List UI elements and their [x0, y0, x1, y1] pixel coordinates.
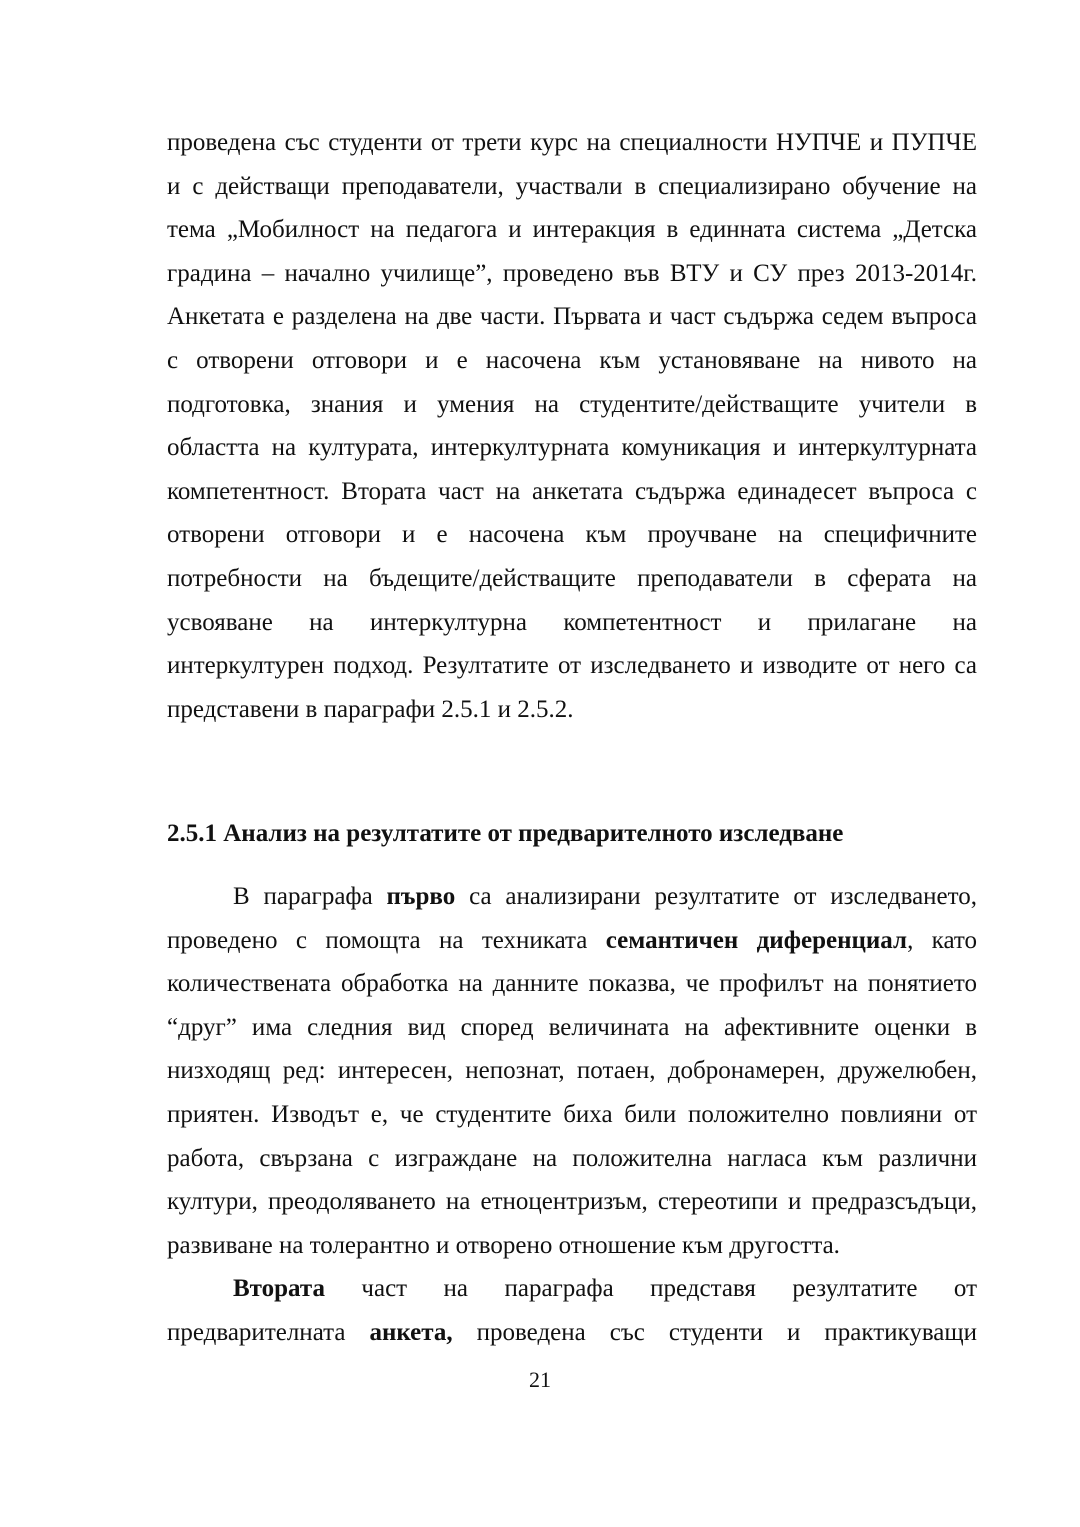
paragraph-2: [167, 875, 977, 1267]
paragraph-1-line-5: Анкетата е разделена на две части. Първата и част съдържа седем въпроса: [167, 303, 977, 331]
paragraph-2-line-7: работа, свързана с изграждане на положителна нагласа към различни: [167, 1144, 977, 1172]
paragraph-2-line-4: “друг” има следния вид според величината на афективните оценки в: [167, 1013, 977, 1041]
paragraph-1-line-7: подготовка, знания и умения на студентите/действащите учители в: [167, 390, 977, 418]
text-segment: са анализирани резултатите от изследването,: [455, 883, 977, 910]
text-segment: , като: [907, 926, 977, 954]
bold-term: семантичен диференциал: [605, 926, 908, 954]
paragraph-1-line-6: с отворени отговори и е насочена към установяване на нивото на: [167, 346, 977, 374]
paragraph-2-line-5: низходящ ред: интересен, непознат, потаен, добронамерен, дружелюбен,: [167, 1057, 977, 1085]
text-segment: част на параграфа представя резултатите от: [324, 1275, 977, 1302]
section-heading: [167, 812, 977, 856]
section-heading-text: 2.5.1 Анализ на резултатите от предварителното изследване: [167, 820, 844, 847]
text-segment: В параграфа: [233, 883, 387, 910]
text-segment: проведено с помощта на техниката: [167, 926, 606, 954]
paragraph-3: [167, 1267, 977, 1354]
paragraph-1-line-9: компетентност. Втората част на анкетата съдържа единадесет въпроса с: [167, 477, 977, 505]
bold-term: първо: [386, 883, 456, 910]
bold-term: Втората: [233, 1275, 325, 1302]
paragraph-1-line-11: потребности на бъдещите/действащите преподаватели в сферата на: [167, 564, 977, 592]
paragraph-3-line-1: [167, 1267, 977, 1311]
paragraph-1-line-2: и с действащи преподаватели, участвали в специализирано обучение на: [167, 172, 977, 200]
paragraph-2-line-6: приятен. Изводът е, че студентите биха били положително повлияни от: [167, 1100, 977, 1128]
paragraph-1-line-1: проведена със студенти от трети курс на специалности НУПЧЕ и ПУПЧЕ: [167, 129, 977, 156]
paragraph-1-line-4: градина – начално училище”, проведено във ВТУ и СУ през 2013-2014г.: [167, 259, 977, 287]
paragraph-1: [167, 121, 977, 731]
paragraph-1-line-12: усвояване на интеркултурна компетентност и прилагане на: [167, 608, 977, 636]
paragraph-2-line-3: количествената обработка на данните показва, че профилът на понятието: [167, 970, 977, 998]
page-number: 21: [529, 1367, 551, 1392]
paragraph-1-line-14: представени в параграфи 2.5.1 и 2.5.2.: [167, 695, 574, 723]
paragraph-1-line-3: тема „Мобилност на педагога и интеракция в единната система „Детска: [167, 216, 977, 244]
paragraph-2-line-8: култури, преодоляването на етноцентризъм, стереотипи и предразсъдъци,: [167, 1188, 977, 1216]
paragraph-2-line-1: [167, 875, 977, 919]
bold-term: анкета,: [369, 1318, 453, 1346]
paragraph-1-line-13: интеркултурен подход. Резултатите от изследването и изводите от него са: [167, 652, 977, 680]
paragraph-3-line-2: [167, 1311, 977, 1355]
paragraph-2-line-9: развиване на толерантно и отворено отношение към другостта.: [167, 1231, 840, 1259]
text-segment: проведена със студенти и практикуващи: [452, 1318, 978, 1346]
text-segment: предварителната: [167, 1318, 370, 1346]
paragraph-1-line-10: отворени отговори и е насочена към проучване на специфичните: [167, 521, 977, 549]
paragraph-2-line-2: [167, 919, 977, 963]
paragraph-1-line-8: областта на културата, интеркултурната комуникация и интеркултурната: [167, 434, 977, 462]
